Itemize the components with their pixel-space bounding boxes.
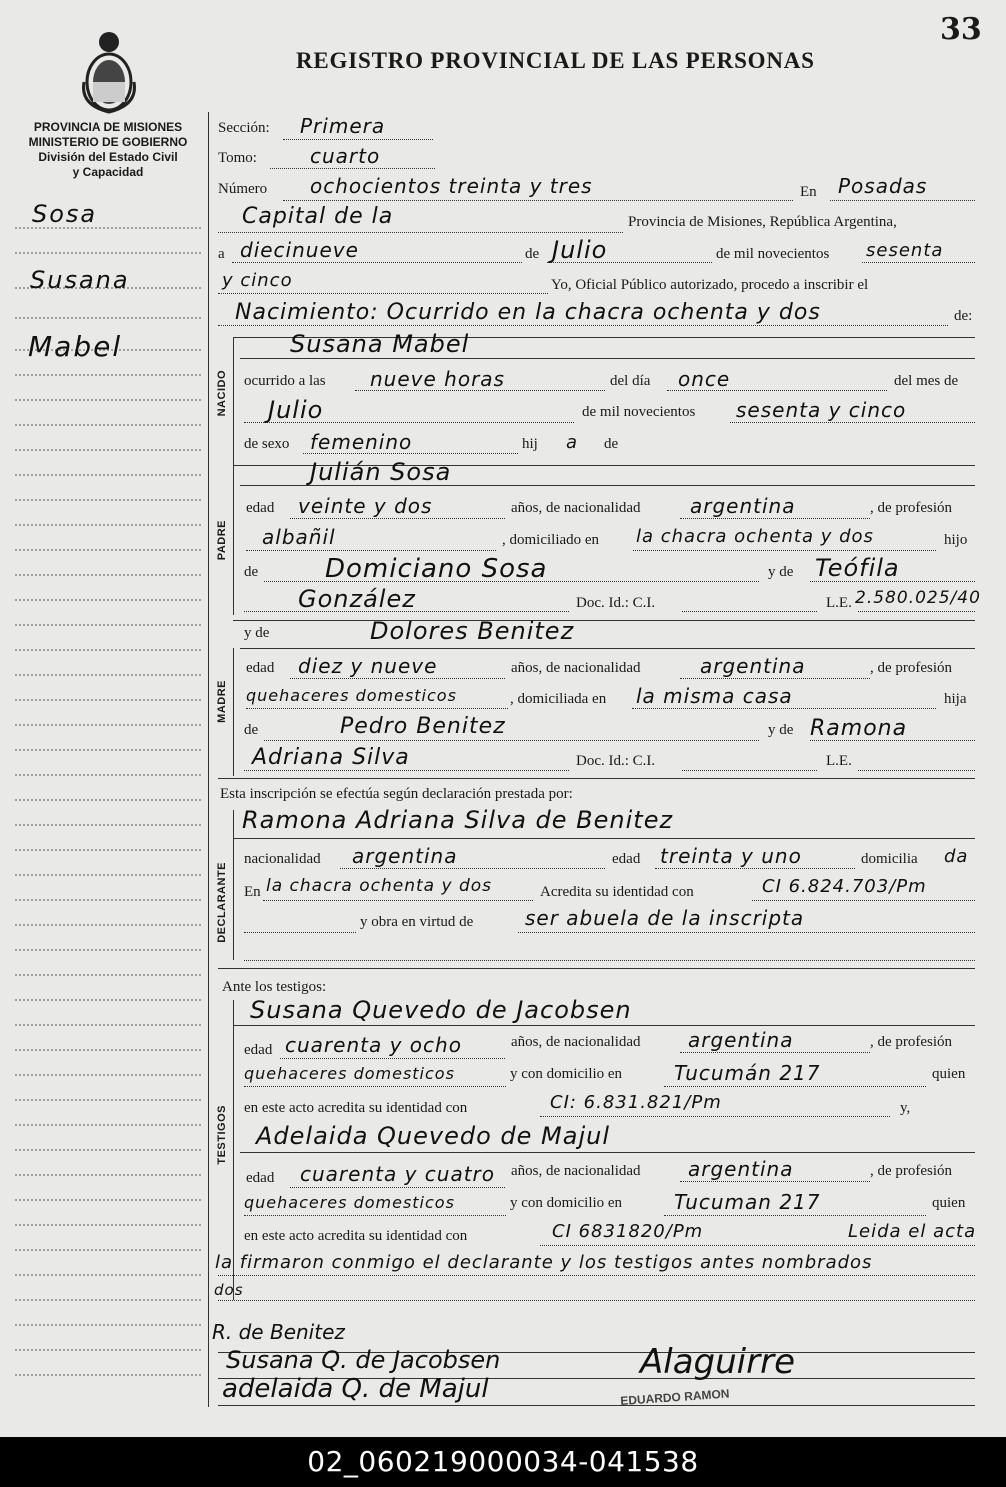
y-con-domicilio-label-2: y con domicilio en	[510, 1195, 623, 1211]
padre-nac-line	[680, 518, 870, 519]
document-title: REGISTRO PROVINCIAL DE LAS PERSONAS	[296, 48, 815, 73]
t2-dom-line	[664, 1215, 926, 1216]
de-label-3: de	[244, 564, 259, 580]
anos-nac-label-4: años, de nacionalidad	[511, 1163, 641, 1179]
madre-nac-line	[680, 678, 870, 679]
de-label-4: de	[244, 722, 259, 738]
doc-id-label-2: Doc. Id.: C.I.	[576, 753, 656, 769]
acredita-label: Acredita su identidad con	[540, 884, 694, 900]
extra-line-1	[218, 1300, 975, 1301]
nacido-tag: NACIDO	[216, 370, 228, 417]
office-line: y Capacidad	[72, 165, 144, 179]
officer-stamp	[620, 1385, 880, 1420]
padre-le-line	[858, 611, 975, 612]
t2-prof-value: quehaceres domesticos	[244, 1193, 455, 1212]
testigos-top-rule	[218, 968, 975, 969]
margin-surname: Sosa	[32, 200, 98, 228]
sexo-label: de sexo	[244, 436, 290, 452]
nacido-left-rule	[233, 337, 234, 465]
edad-label-4: edad	[244, 1042, 273, 1058]
signature-officer: Alaguirre	[640, 1342, 795, 1382]
y-de-label: y de	[768, 564, 794, 580]
padre-le-value: 2.580.025/40	[855, 588, 981, 608]
del-dia-label: del día	[610, 373, 651, 389]
madre-nombre-line	[240, 648, 975, 649]
padre-dom-value: la chacra ochenta y dos	[636, 526, 874, 547]
anio-line	[862, 262, 975, 263]
padre-left-rule	[233, 465, 234, 615]
anos-nac-label-3: años, de nacionalidad	[511, 1034, 641, 1050]
t1-dom-value: Tucumán 217	[674, 1061, 821, 1085]
t1-dom-line	[664, 1086, 926, 1087]
padre-madre-value: Teófila	[815, 554, 900, 582]
madre-nac-value: argentina	[700, 654, 806, 678]
y-de-label-2: y de	[244, 625, 270, 641]
y-comma-label: y,	[900, 1100, 911, 1116]
firmaron-line	[218, 1275, 975, 1276]
nombre-value: Susana Mabel	[290, 330, 470, 358]
t2-id-value: CI 6831820/Pm	[552, 1221, 704, 1242]
numero-label: Número	[218, 181, 268, 197]
firmaron-value: la firmaron conmigo el declarante y los testigos antes nombrados	[215, 1252, 873, 1273]
decl-obra-line	[518, 932, 975, 933]
testigos-tag: TESTIGOS	[216, 1105, 228, 1165]
declarante-value: Ramona Adriana Silva de Benitez	[242, 806, 674, 834]
madre-padre-value: Pedro Benitez	[340, 714, 506, 739]
tomo-line	[270, 168, 435, 169]
anio-b-value: y cinco	[222, 270, 293, 291]
seccion-value: Primera	[300, 114, 386, 138]
nacionalidad-label: nacionalidad	[244, 851, 321, 867]
padre-prof-line	[246, 550, 496, 551]
hija-label: hija	[944, 691, 967, 707]
anio-nac-value: sesenta y cinco	[736, 398, 907, 422]
office-line: MINISTERIO DE GOBIERNO	[28, 135, 188, 149]
dia-nac-value: once	[678, 367, 731, 391]
t1-edad-value: cuarenta y ocho	[285, 1033, 462, 1057]
padre-tag: PADRE	[216, 520, 228, 561]
padre-dom-line	[633, 550, 936, 551]
de-mil-label: de mil novecientos	[716, 246, 830, 262]
t2-prof-line	[244, 1215, 506, 1216]
en-este-acto-label: en este acto acredita su identidad con	[244, 1100, 468, 1116]
quien-label: quien	[932, 1066, 966, 1082]
padre-nombre-value: Julián Sosa	[310, 458, 452, 486]
inscribir-line	[218, 325, 948, 326]
t2-nac-line	[680, 1181, 870, 1182]
seccion-line	[283, 139, 433, 140]
t1-id-line	[540, 1116, 890, 1117]
le-label: L.E.	[826, 595, 852, 611]
t1-prof-value: quehaceres domesticos	[244, 1064, 455, 1083]
padre-edad-line	[290, 518, 505, 519]
domicilia-label: domicilia	[861, 851, 918, 867]
sexo-value: femenino	[310, 430, 413, 454]
capital-value: Capital de la	[242, 204, 394, 229]
padre-nac-value: argentina	[690, 494, 796, 518]
decl-obra-pre-line	[244, 932, 356, 933]
doc-id-label: Doc. Id.: C.I.	[576, 595, 656, 611]
t2-edad-value: cuarenta y cuatro	[300, 1162, 496, 1186]
madre-prof-line	[246, 708, 508, 709]
domiciliado-label: , domiciliado en	[502, 532, 600, 548]
decl-dom-a-value: da	[944, 846, 969, 867]
anio-b-line	[218, 293, 548, 294]
testigo2-value: Adelaida Quevedo de Majul	[256, 1122, 611, 1150]
madre-madre-value: Ramona	[810, 716, 908, 741]
padre-padre-value: Domiciano Sosa	[325, 554, 548, 584]
margin-middle-name: Mabel	[28, 330, 123, 363]
t2-leida-value: Leida el acta	[848, 1221, 977, 1242]
anos-nac-label-2: años, de nacionalidad	[511, 660, 641, 676]
provincia-label: Provincia de Misiones, República Argentina,	[628, 214, 897, 230]
padre-madre2-value: González	[298, 585, 416, 613]
anos-nac-label: años, de nacionalidad	[511, 500, 641, 516]
t1-prof-line	[244, 1086, 506, 1087]
inscripcion-label: Esta inscripción se efectúa según declaración prestada por:	[220, 786, 573, 802]
decl-nac-line	[340, 868, 605, 869]
numero-line	[283, 200, 793, 201]
decl-edad-value: treinta y uno	[660, 844, 802, 868]
dos-value: dos	[214, 1281, 244, 1299]
decl-dom-b-value: la chacra ochenta y dos	[266, 876, 492, 896]
testigo1-value: Susana Quevedo de Jacobsen	[250, 996, 632, 1024]
capital-line	[218, 232, 623, 233]
domiciliada-label: , domiciliada en	[510, 691, 607, 707]
en-value: Posadas	[838, 174, 928, 198]
decl-dom-line	[263, 900, 533, 901]
en-label: En	[800, 184, 817, 200]
signature-testigo2: adelaida Q. de Majul	[222, 1374, 489, 1404]
inscribir-value: Nacimiento: Ocurrido en la chacra ochenta y dos	[235, 300, 821, 325]
ocurrido-label: ocurrido a las	[244, 373, 326, 389]
padre-prof-value: albañil	[262, 525, 336, 549]
a-label: a	[218, 246, 225, 262]
y-de-label-3: y de	[768, 722, 794, 738]
madre-edad-value: diez y nueve	[298, 654, 438, 678]
madre-dom-value: la misma casa	[636, 684, 793, 708]
signature-testigo1: Susana Q. de Jacobsen	[226, 1346, 501, 1374]
t1-nac-value: argentina	[688, 1028, 794, 1052]
madre-madre2-value: Adriana Silva	[252, 745, 410, 770]
hijo-label: hijo	[944, 532, 968, 548]
en-label-2: En	[244, 884, 261, 900]
decl-extra-line	[244, 960, 975, 961]
inscripcion-top-rule	[218, 778, 975, 779]
office-heading	[8, 120, 208, 180]
quien-label-2: quien	[932, 1195, 966, 1211]
hij-value: a	[566, 432, 579, 453]
t1-id-value: CI: 6.831.821/Pm	[550, 1092, 722, 1113]
madre-nombre-value: Dolores Benitez	[370, 617, 575, 645]
anio-nac-line	[730, 422, 975, 423]
hij-label: hij	[522, 436, 538, 452]
de-profesion-label: , de profesión	[870, 500, 953, 516]
madre-padre-line	[264, 740, 759, 741]
ante-label: Ante los testigos:	[222, 979, 327, 995]
column-divider	[208, 112, 209, 1407]
en-line	[830, 200, 975, 201]
tomo-label: Tomo:	[218, 150, 257, 166]
t1-edad-line	[280, 1058, 505, 1059]
madre-prof-value: quehaceres domesticos	[246, 686, 457, 705]
decl-obra-value: ser abuela de la inscripta	[525, 906, 805, 930]
numero-value: ochocientos treinta y tres	[310, 174, 593, 198]
madre-left-rule	[233, 648, 234, 776]
testigo1-name-line	[233, 1025, 975, 1026]
tomo-value: cuarto	[310, 144, 381, 168]
office-line: División del Estado Civil	[38, 150, 178, 164]
de-profesion-label-2: , de profesión	[870, 660, 953, 676]
madre-edad-line	[290, 678, 505, 679]
anio-a-value: sesenta	[866, 240, 944, 261]
hora-value: nueve horas	[370, 367, 505, 391]
stamp-text: EDUARDO RAMON	[619, 1386, 730, 1409]
madre-tag: MADRE	[216, 680, 228, 723]
t2-dom-value: Tucuman 217	[674, 1190, 821, 1214]
madre-top-rule	[233, 620, 975, 621]
signature-declarante: R. de Benitez	[212, 1320, 345, 1344]
declarante-left-rule	[233, 810, 234, 960]
de-colon-label: de:	[954, 308, 973, 324]
del-mes-label: del mes de	[894, 373, 959, 389]
testigo2-name-line	[240, 1152, 975, 1153]
declarante-tag: DECLARANTE	[216, 862, 228, 943]
coat-of-arms-icon	[78, 30, 140, 114]
le-label-2: L.E.	[826, 753, 852, 769]
mes-value: Julio	[552, 236, 608, 264]
nombre-line	[240, 358, 975, 359]
madre-dom-line	[632, 708, 936, 709]
en-este-acto-label-2: en este acto acredita su identidad con	[244, 1228, 468, 1244]
decl-edad-line	[655, 868, 855, 869]
t1-nac-line	[680, 1052, 870, 1053]
de-label: de	[525, 246, 540, 262]
padre-edad-value: veinte y dos	[298, 494, 433, 518]
decl-id-line	[752, 900, 975, 901]
edad-label-3: edad	[612, 851, 641, 867]
page-number: 33	[940, 12, 982, 47]
declarante-name-line	[233, 838, 975, 839]
yo-label: Yo, Oficial Público autorizado, procedo a inscribir el	[551, 277, 869, 293]
madre-ci-line	[682, 770, 817, 771]
madre-le-line	[858, 770, 975, 771]
madre-madre2-line	[244, 770, 569, 771]
decl-nac-value: argentina	[352, 844, 458, 868]
de-label-2: de	[604, 436, 619, 452]
t2-edad-line	[290, 1187, 505, 1188]
dia-value: diecinueve	[240, 238, 359, 262]
edad-label-2: edad	[246, 660, 275, 676]
mes-nac-value: Julio	[268, 396, 324, 424]
margin-ruled-lines	[15, 190, 205, 1400]
edad-label-5: edad	[246, 1170, 275, 1186]
seccion-label: Sección:	[218, 120, 270, 136]
padre-ci-line	[682, 611, 817, 612]
de-profesion-label-3: , de profesión	[870, 1034, 953, 1050]
obra-label: y obra en virtud de	[360, 914, 474, 930]
y-con-domicilio-label: y con domicilio en	[510, 1066, 623, 1082]
decl-id-value: CI 6.824.703/Pm	[762, 876, 927, 897]
margin-first-name: Susana	[30, 266, 130, 294]
image-identifier: 02_060219000034-041538	[0, 1437, 1006, 1487]
t2-id-line	[540, 1245, 975, 1246]
t2-nac-value: argentina	[688, 1157, 794, 1181]
edad-label: edad	[246, 500, 275, 516]
de-profesion-label-4: , de profesión	[870, 1163, 953, 1179]
de-mil2-label: de mil novecientos	[582, 404, 696, 420]
dia-line	[232, 262, 522, 263]
office-line: PROVINCIA DE MISIONES	[33, 120, 183, 134]
